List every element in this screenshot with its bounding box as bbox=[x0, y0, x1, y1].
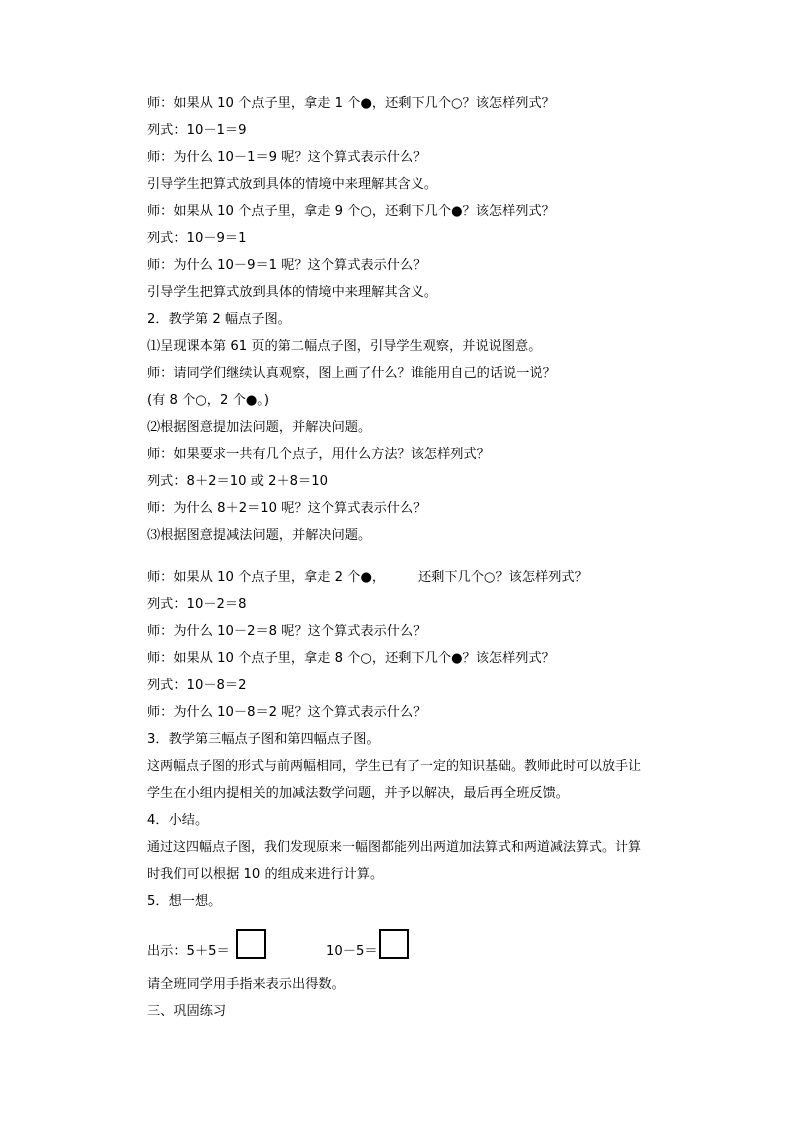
text-line: (有 8 个○，2 个●。) bbox=[147, 393, 269, 408]
text-line: 请全班同学用手指来表示出得数。 bbox=[147, 977, 345, 992]
text-line: 引导学生把算式放到具体的情境中来理解其含义。 bbox=[147, 177, 438, 192]
section-heading: 3．教学第三幅点子图和第四幅点子图。 bbox=[147, 732, 380, 747]
paragraph-line: 这两幅点子图的形式与前两幅相同，学生已有了一定的知识基础。教师此时可以放手让 bbox=[147, 759, 642, 774]
section-heading: 2．教学第 2 幅点子图。 bbox=[147, 312, 291, 327]
paragraph-line: 通过这四幅点子图，我们发现原来一幅图都能列出两道加法算式和两道减法算式。计算 bbox=[147, 840, 642, 855]
text-line: ⑶根据图意提减法问题，并解决问题。 bbox=[147, 528, 372, 543]
text-line: 列式：10－9＝1 bbox=[147, 231, 247, 246]
equation-text: 出示：5＋5＝ bbox=[147, 944, 230, 959]
text-line: 师：如果要求一共有几个点子，用什么方法？该怎样列式？ bbox=[147, 447, 490, 462]
text-line: 师：为什么 10－9＝1 呢？这个算式表示什么？ bbox=[147, 258, 427, 273]
text-line: 师：如果从 10 个点子里，拿走 9 个○，还剩下几个●？该怎样列式？ bbox=[147, 204, 555, 219]
text-line: 师：如果从 10 个点子里，拿走 8 个○，还剩下几个●？该怎样列式？ bbox=[147, 651, 555, 666]
equation-10-minus-5 bbox=[326, 943, 378, 961]
equation-text: 10－5＝ bbox=[326, 944, 378, 959]
text-line: 师：为什么 10－2＝8 呢？这个算式表示什么？ bbox=[147, 624, 427, 639]
text-line: 师：请同学们继续认真观察，图上画了什么？谁能用自己的话说一说？ bbox=[147, 366, 556, 381]
section-heading: 4．小结。 bbox=[147, 813, 209, 828]
answer-box bbox=[379, 929, 409, 959]
text-line: 列式：10－1＝9 bbox=[147, 123, 247, 138]
answer-box bbox=[236, 929, 266, 959]
section-heading: 三、巩固练习 bbox=[147, 1004, 227, 1019]
paragraph-line: 学生在小组内提相关的加减法数学问题，并予以解决，最后再全班反馈。 bbox=[147, 786, 569, 801]
text-line: 列式：10－8＝2 bbox=[147, 678, 247, 693]
text-line: 还剩下几个○？该怎样列式？ bbox=[418, 570, 588, 585]
text-line: ⑴呈现课本第 61 页的第二幅点子图，引导学生观察，并说说图意。 bbox=[147, 339, 542, 354]
text-line: 列式：8＋2＝10 或 2＋8＝10 bbox=[147, 474, 329, 489]
section-heading: 5．想一想。 bbox=[147, 894, 222, 909]
text-line: 师：为什么 10－1＝9 呢？这个算式表示什么？ bbox=[147, 150, 427, 165]
text-line: 列式：10－2＝8 bbox=[147, 597, 247, 612]
text-line: 师：如果从 10 个点子里，拿走 1 个●，还剩下几个○？该怎样列式？ bbox=[147, 96, 555, 111]
text-line: ⑵根据图意提加法问题，并解决问题。 bbox=[147, 420, 372, 435]
paragraph-line: 时我们可以根据 10 的组成来进行计算。 bbox=[147, 867, 384, 882]
text-line: 师：为什么 10－8＝2 呢？这个算式表示什么？ bbox=[147, 705, 427, 720]
text-line: 师：为什么 8＋2＝10 呢？这个算式表示什么？ bbox=[147, 501, 427, 516]
text-line: 引导学生把算式放到具体的情境中来理解其含义。 bbox=[147, 285, 438, 300]
text-line: 师：如果从 10 个点子里，拿走 2 个●， bbox=[147, 570, 386, 585]
equation-5-plus-5 bbox=[147, 943, 230, 961]
